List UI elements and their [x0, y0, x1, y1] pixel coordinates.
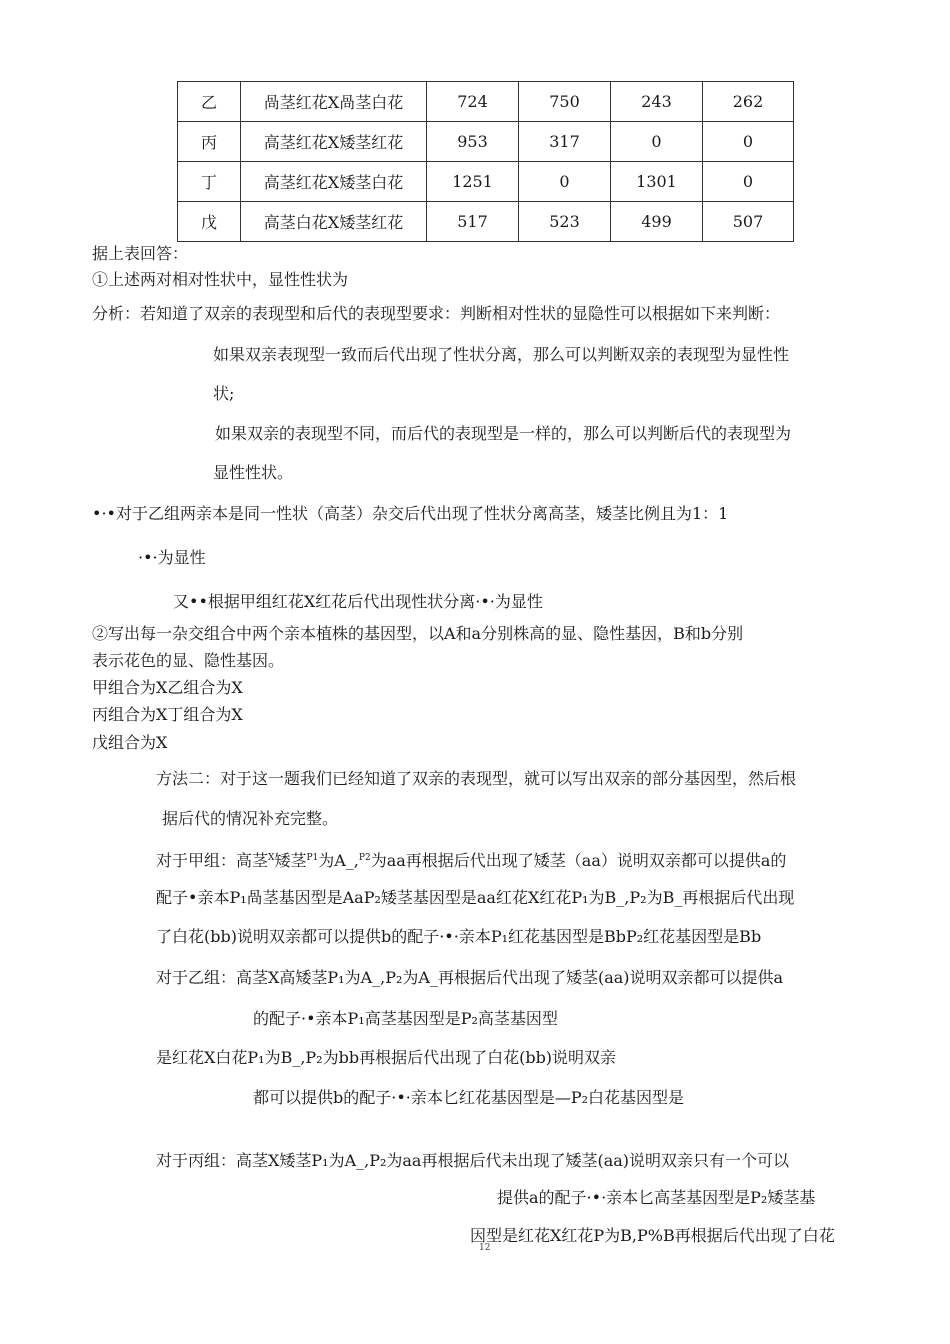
- text-segment: X: [268, 853, 275, 863]
- group-cell: 丁: [178, 162, 241, 202]
- count-cell: 523: [519, 202, 611, 242]
- conclusion-line: ·•·为显性: [138, 548, 206, 567]
- text-segment: 为aa再根据后代出现了矮茎（aa）说明双亲都可以提供a的: [370, 851, 787, 870]
- text-segment: 矮茎: [274, 851, 307, 870]
- table-row: [178, 82, 794, 122]
- count-cell: 262: [703, 82, 794, 122]
- count-cell: 724: [427, 82, 519, 122]
- group-yi-cont-2: 是红花X白花P₁为B_,P₂为bb再根据后代出现了白花(bb)说明双亲: [156, 1048, 617, 1067]
- text-segment: 对于甲组：高茎: [156, 851, 269, 870]
- group-yi-cont-3: 都可以提供b的配子·•·亲本匕红花基因型是—P₂白花基因型是: [253, 1088, 685, 1107]
- group-yi-cont: 的配子·•亲本P₁高茎基因型是P₂高茎基因型: [253, 1009, 558, 1028]
- method-2-line: 方法二：对于这一题我们已经知道了双亲的表现型，就可以写出双亲的部分基因型，然后根: [156, 769, 797, 788]
- group-bing-line: 对于丙组：高茎X矮茎P₁为A_,P₂为aa再根据后代未出现了矮茎(aa)说明双亲只有一个可以: [156, 1151, 790, 1170]
- question-2-cont: 表示花色的显、隐性基因。: [92, 651, 285, 670]
- count-cell: 499: [611, 202, 703, 242]
- text-segment: P2: [358, 853, 371, 863]
- question-1: ①上述两对相对性状中，显性性状为: [92, 270, 349, 289]
- cross-results-table: [177, 81, 794, 242]
- count-cell: 0: [519, 162, 611, 202]
- group-cell: 丙: [178, 122, 241, 162]
- group-bing-cont: 提供a的配子·•·亲本匕高茎基因型是P₂矮茎基: [497, 1188, 816, 1207]
- analysis-line: 分析：若知道了双亲的表现型和后代的表现型要求：判断相对性状的显隐性可以根据如下来判断：: [92, 304, 781, 323]
- count-cell: 1301: [611, 162, 703, 202]
- count-cell: 1251: [427, 162, 519, 202]
- conclusion-line-2: 又••根据甲组红花X红花后代出现性状分离·•·为显性: [173, 592, 543, 611]
- cross-cell: 高茎白花X矮茎红花: [241, 202, 427, 242]
- text-segment: P1: [306, 853, 319, 863]
- count-cell: 0: [611, 122, 703, 162]
- count-cell: 517: [427, 202, 519, 242]
- count-cell: 243: [611, 82, 703, 122]
- count-cell: 0: [703, 122, 794, 162]
- group-cell: 乙: [178, 82, 241, 122]
- rule-2-cont: 显性性状。: [213, 463, 294, 482]
- rule-2-line: 如果双亲的表现型不同，而后代的表现型是一样的，那么可以判断后代的表现型为: [215, 424, 792, 443]
- group-yi-line: 对于乙组：高茎X高矮茎P₁为A_,P₂为A_再根据后代出现了矮茎(aa)说明双亲都可以提供a: [156, 968, 784, 987]
- answer-line: 丙组合为X丁组合为X: [92, 705, 243, 724]
- cross-cell: 高茎红花X矮茎白花: [241, 162, 427, 202]
- answer-line: 甲组合为X乙组合为X: [92, 678, 243, 697]
- table-row: [178, 122, 794, 162]
- group-bing-cont-2: 因型是红花X红花P为B,P%B再根据后代出现了白花: [470, 1226, 835, 1245]
- rule-1-cont: 状;: [213, 384, 235, 403]
- group-jia-cont: 配子•亲本P₁咼茎基因型是AaP₂矮茎基因型是aa红花X红花P₁为B_,P₂为B_再根据后代出现: [156, 888, 795, 907]
- cross-cell: 咼茎红花X咼茎白花: [241, 82, 427, 122]
- question-2: ②写出每一杂交组合中两个亲本植株的基因型，以A和a分别株高的显、隐性基因，B和b分别: [92, 624, 744, 643]
- text-segment: 为A_,: [318, 851, 359, 870]
- count-cell: 317: [519, 122, 611, 162]
- count-cell: 750: [519, 82, 611, 122]
- answer-line: 戊组合为X: [92, 733, 168, 752]
- table-row: [178, 162, 794, 202]
- count-cell: 953: [427, 122, 519, 162]
- page-number: 12: [479, 1243, 491, 1253]
- count-cell: 507: [703, 202, 794, 242]
- question-intro: 据上表回答：: [92, 244, 189, 263]
- group-cell: 戊: [178, 202, 241, 242]
- method-2-cont: 据后代的情况补充完整。: [162, 809, 339, 828]
- cross-cell: 高茎红花X矮茎红花: [241, 122, 427, 162]
- reasoning-line: •·•对于乙组两亲本是同一性状（高茎）杂交后代出现了性状分离高茎，矮茎比例且为1：1: [92, 504, 729, 523]
- count-cell: 0: [703, 162, 794, 202]
- table-row: [178, 202, 794, 242]
- group-jia-line: [156, 847, 786, 872]
- group-jia-cont-2: 了白花(bb)说明双亲都可以提供b的配子·•·亲本P₁红花基因型是BbP₂红花基因型是Bb: [156, 927, 762, 946]
- rule-1-line: 如果双亲表现型一致而后代出现了性状分离，那么可以判断双亲的表现型为显性性: [213, 345, 790, 364]
